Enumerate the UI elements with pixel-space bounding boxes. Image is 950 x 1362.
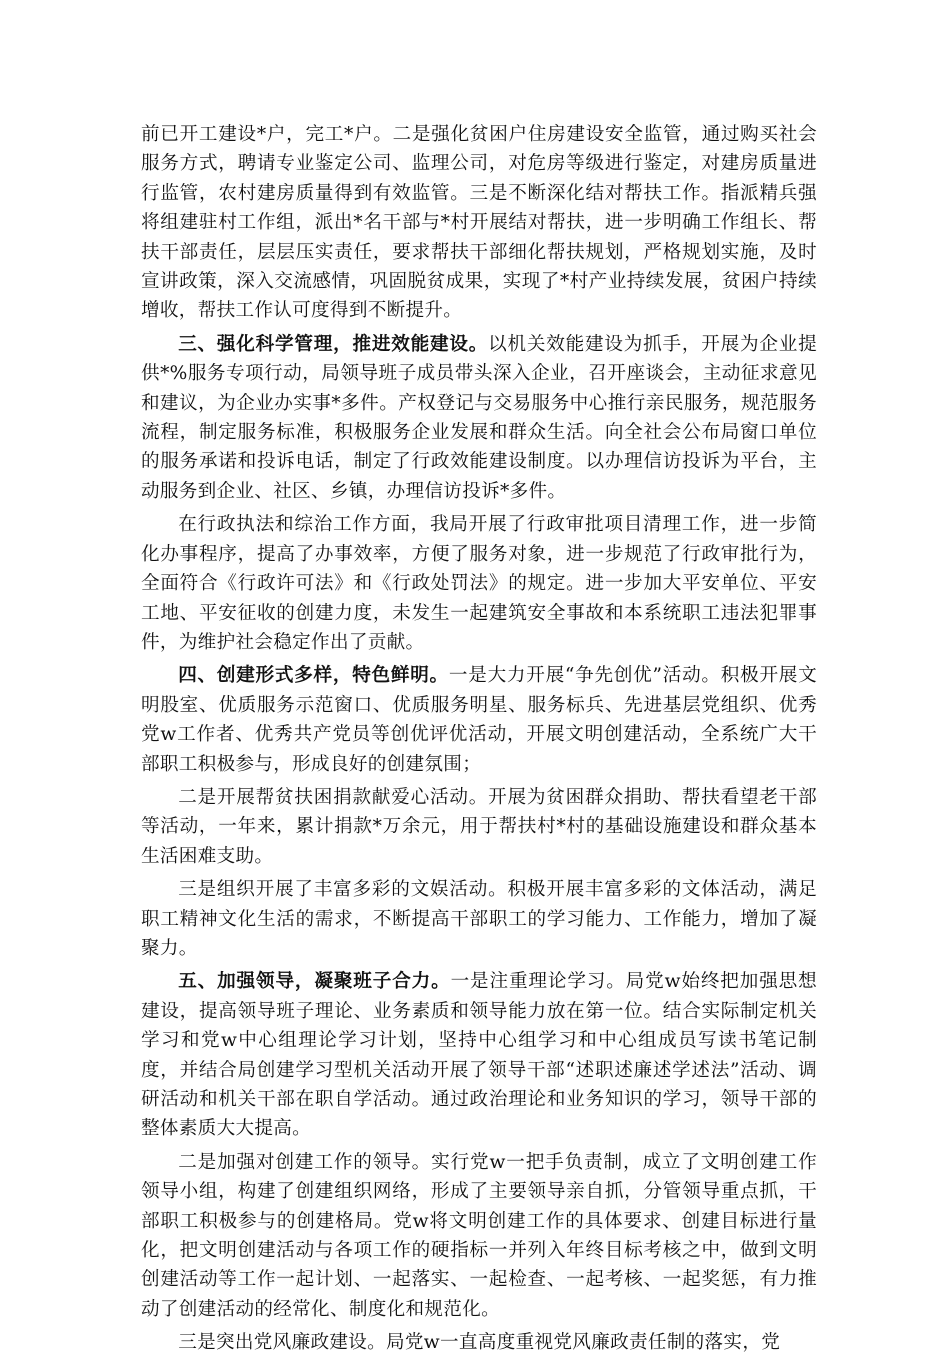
- paragraph-text: 二是开展帮贫扶困捐款献爱心活动。开展为贫困群众捐助、帮扶看望老干部等活动，一年来，累计捐款*万余元，用于帮扶村*村的基础设施建设和群众基本生活困难支助。: [141, 786, 817, 867]
- section-heading-4: 四、创建形式多样，特色鲜明。: [178, 665, 449, 687]
- paragraph-text: 三是组织开展了丰富多彩的文娱活动。积极开展丰富多彩的文体活动，满足职工精神文化生活的需求，不断提高干部职工的学习能力、工作能力，增加了凝聚力。: [141, 879, 817, 959]
- paragraph-text: 一是注重理论学习。局党w始终把加强思想建设，提高领导班子理论、业务素质和领导能力放在第一位。结合实际制定机关学习和党w中心组理论学习计划，坚持中心组学习和中心组成员写读书笔记制度，并结合局创建学习型机关活动开展了领导干部“述职述廉述学述法”活动、调研活动和机关干部在职自学活动。通过政治理论和业务知识的学习，领导干部的整体素质大大提高。: [141, 971, 817, 1140]
- paragraph-1: [141, 120, 817, 326]
- paragraph-9: [141, 1328, 817, 1357]
- paragraph-4: [141, 661, 817, 779]
- paragraph-text: 以机关效能建设为抓手，开展为企业提供*%服务专项行动，局领导班子成员带头深入企业，召开座谈会，主动征求意见和建议，为企业办实事*多件。产权登记与交易服务中心推行亲民服务，规范服务流程，制定服务标准，积极服务企业发展和群众生活。向全社会公布局窗口单位的服务承诺和投诉电话，制定了行政效能建设制度。以办理信访投诉为平台，主动服务到企业、社区、乡镇，办理信访投诉*多件。: [141, 333, 817, 502]
- paragraph-text: 二是加强对创建工作的领导。实行党w一把手负责制，成立了文明创建工作领导小组，构建了创建组织网络，形成了主要领导亲自抓，分管领导重点抓，干部职工积极参与的创建格局。党w将文明创建工作的具体要求、创建目标进行量化，把文明创建活动与各项工作的硬指标一并列入年终目标考核之中，做到文明创建活动等工作一起计划、一起落实、一起检查、一起考核、一起奖惩，有力推动了创建活动的经常化、制度化和规范化。: [141, 1151, 817, 1320]
- document-body: [141, 120, 817, 1362]
- paragraph-6: [141, 875, 817, 963]
- paragraph-text: 一是大力开展“争先创优”活动。积极开展文明股室、优质服务示范窗口、优质服务明星、服务标兵、先进基层党组织、优秀党w工作者、优秀共产党员等创优评优活动，开展文明创建活动，全系统广大干部职工积极参与，形成良好的创建氛围；: [141, 665, 818, 775]
- paragraph-8: [141, 1148, 817, 1324]
- paragraph-text: 前已开工建设*户，完工*户。二是强化贫困户住房建设安全监管，通过购买社会服务方式，聘请专业鉴定公司、监理公司，对危房等级进行鉴定，对建房质量进行监管，农村建房质量得到有效监管。三是不断深化结对帮扶工作。指派精兵强将组建驻村工作组，派出*名干部与*村开展结对帮扶，进一步明确工作组长、帮扶干部责任，层层压实责任，要求帮扶干部细化帮扶规划，严格规划实施，及时宣讲政策，深入交流感情，巩固脱贫成果，实现了*村产业持续发展，贫困户持续增收，帮扶工作认可度得到不断提升。: [141, 124, 817, 322]
- paragraph-5: [141, 783, 817, 871]
- section-heading-5: 五、加强领导，凝聚班子合力。: [178, 971, 451, 993]
- paragraph-text: 三是突出党风廉政建设。局党w一直高度重视党风廉政责任制的落实，党: [178, 1332, 781, 1354]
- paragraph-2: [141, 330, 817, 506]
- paragraph-7: [141, 967, 817, 1143]
- section-heading-3: 三、强化科学管理，推进效能建设。: [178, 333, 489, 355]
- paragraph-text: 在行政执法和综治工作方面，我局开展了行政审批项目清理工作，进一步简化办事程序，提高了办事效率，方便了服务对象，进一步规范了行政审批行为，全面符合《行政许可法》和《行政处罚法》的规定。进一步加大平安单位、平安工地、平安征收的创建力度，未发生一起建筑安全事故和本系统职工违法犯罪事件，为维护社会稳定作出了贡献。: [141, 514, 817, 653]
- paragraph-3: [141, 510, 817, 657]
